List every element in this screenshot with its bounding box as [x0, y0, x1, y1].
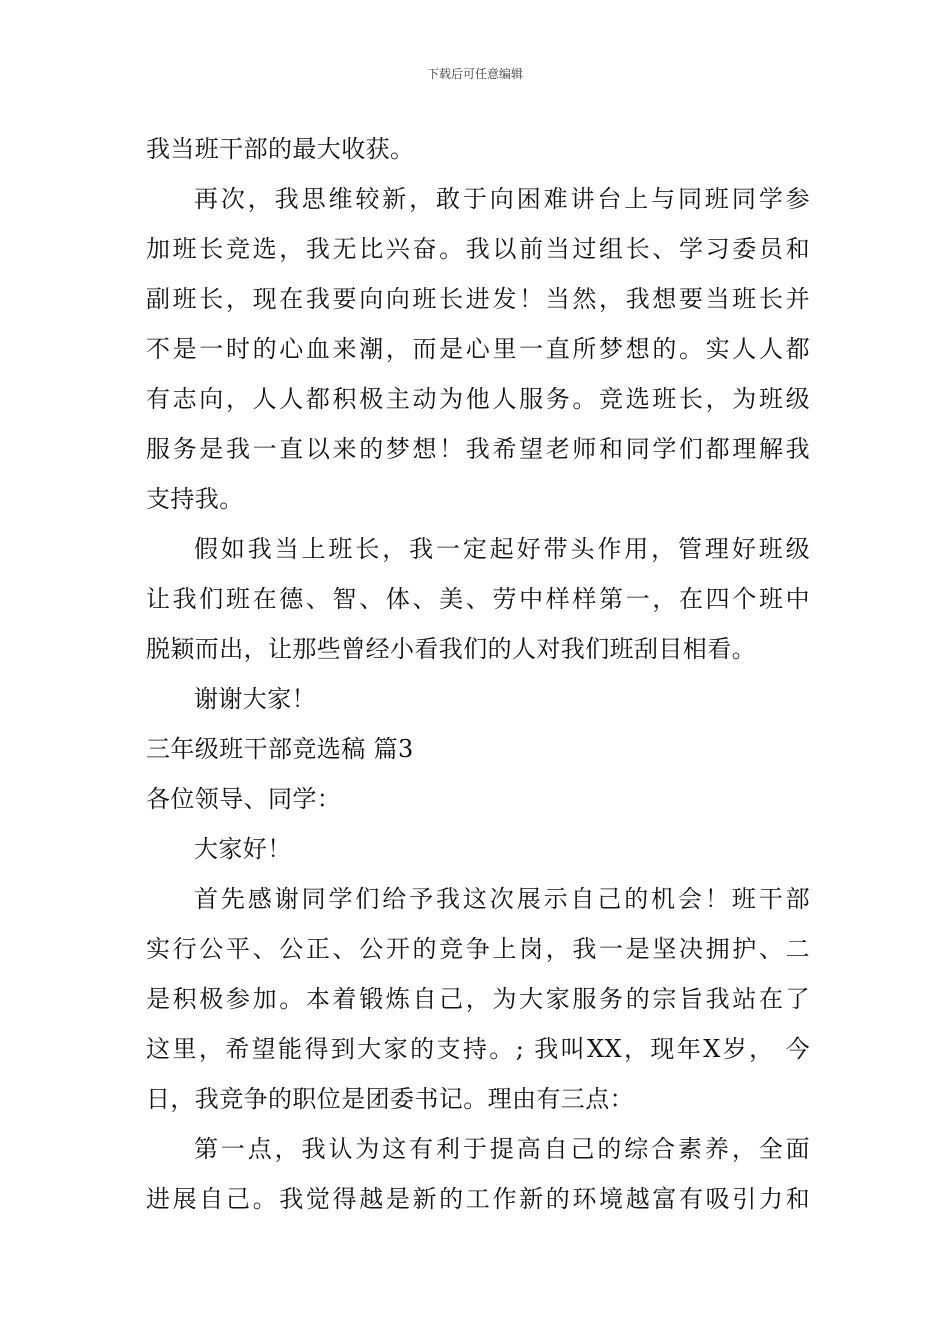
text-line: 脱颖而出，让那些曾经小看我们的人对我们班刮目相看。	[146, 635, 756, 663]
salutation: 各位领导、同学：	[146, 785, 342, 813]
text-line: 加班长竞选，我无比兴奋。我以前当过组长、学习委员和	[146, 235, 810, 263]
text-line: 不是一时的心血来潮，而是心里一直所梦想的。实人人都	[146, 335, 810, 363]
text-line: 再次，我思维较新，敢于向困难讲台上与同班同学参	[194, 185, 810, 213]
text-line: 我当班干部的最大收获。	[146, 135, 415, 163]
text-line: 谢谢大家！	[194, 685, 316, 713]
text-line: 让我们班在德、智、体、美、劳中样样第一，在四个班中	[146, 585, 810, 613]
greeting: 大家好！	[194, 835, 292, 863]
text-line: 日，我竞争的职位是团委书记。理由有三点：	[146, 1085, 634, 1113]
text-line: 副班长，现在我要向向班长进发！当然，我想要当班长并	[146, 285, 810, 313]
text-line: 实行公平、公正、公开的竞争上岗，我一是坚决拥护、二	[146, 935, 810, 963]
text-line: 服务是我一直以来的梦想！我希望老师和同学们都理解我	[146, 435, 810, 463]
text-line: 这里，希望能得到大家的支持。; 我叫XX，现年X岁， 今	[146, 1035, 810, 1063]
page-header: 下载后可任意编辑	[426, 67, 523, 81]
text-line: 有志向，人人都积极主动为他人服务。竞选班长，为班级	[146, 385, 810, 413]
text-line: 假如我当上班长，我一定起好带头作用，管理好班级	[194, 535, 810, 563]
text-line: 进展自己。我觉得越是新的工作新的环境越富有吸引力和	[146, 1185, 810, 1213]
text-line: 首先感谢同学们给予我这次展示自己的机会！班干部	[194, 885, 810, 913]
text-line: 是积极参加。本着锻炼自己，为大家服务的宗旨我站在了	[146, 985, 810, 1013]
section-heading: 三年级班干部竞选稿 篇3	[146, 735, 414, 763]
document-body	[146, 124, 810, 1224]
text-line: 支持我。	[146, 485, 244, 513]
text-line: 第一点，我认为这有利于提高自己的综合素养，全面	[194, 1135, 810, 1163]
